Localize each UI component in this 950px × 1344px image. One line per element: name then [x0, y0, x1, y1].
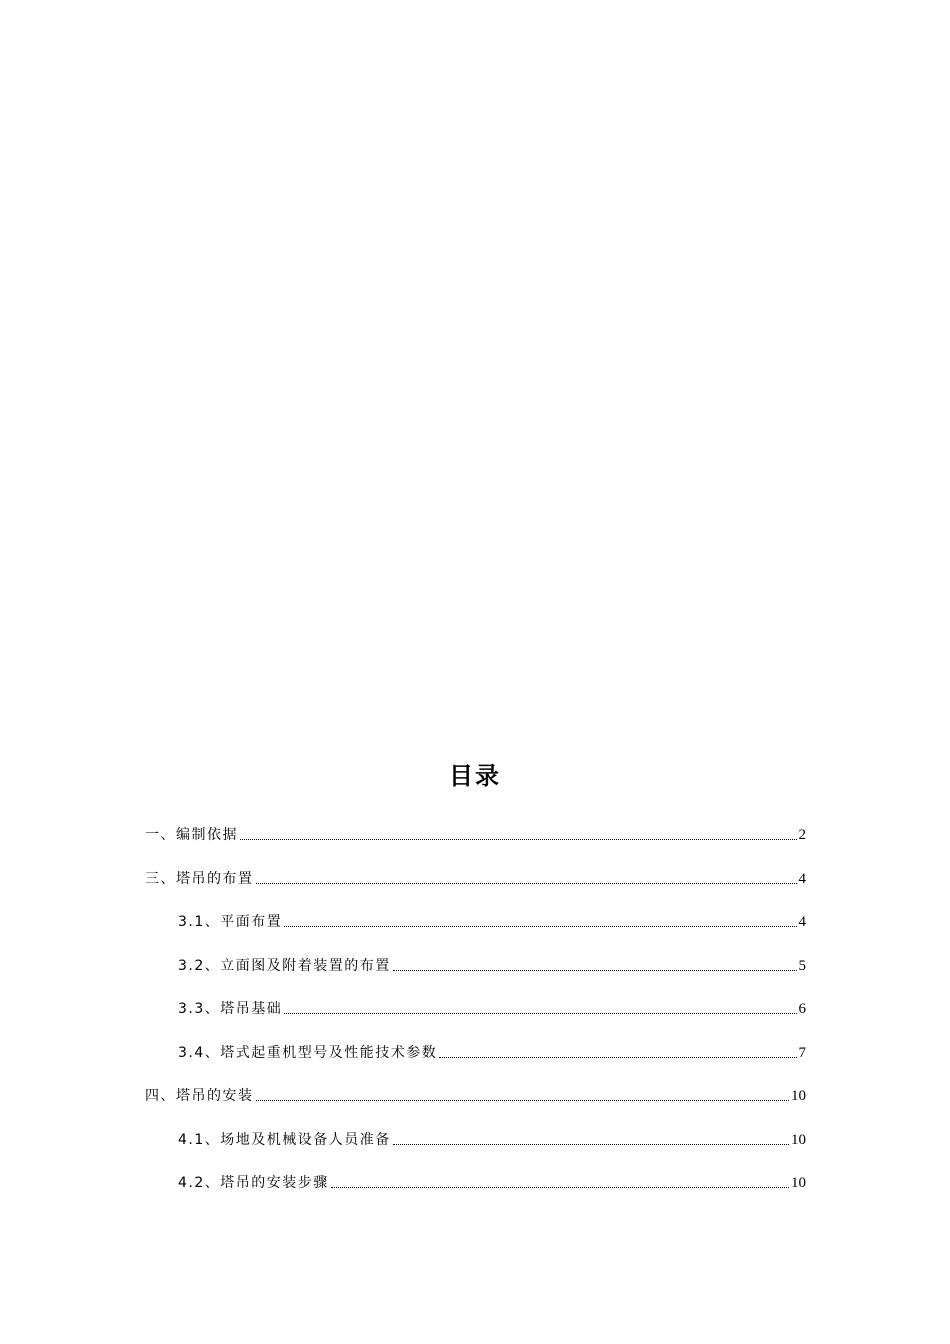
toc-dot-leader: [284, 926, 796, 927]
toc-entry[interactable]: [178, 1169, 806, 1193]
toc-entry-label: 3.3、塔吊基础: [178, 1001, 283, 1017]
toc-entry-label: 一、编制依据: [145, 827, 238, 843]
toc-entry-label: 3.1、平面布置: [178, 914, 283, 930]
toc-title: 目录: [449, 762, 501, 790]
toc-page-number: 10: [791, 1175, 806, 1191]
toc-page-number: 10: [791, 1132, 806, 1148]
toc-dot-leader: [331, 1187, 789, 1188]
toc-dot-leader: [256, 883, 797, 884]
toc-dot-leader: [439, 1057, 796, 1058]
toc-page-number: 5: [798, 958, 806, 974]
toc-page-number: 6: [798, 1001, 806, 1017]
toc-page-number: 10: [791, 1088, 806, 1104]
toc-entry[interactable]: [145, 865, 806, 889]
toc-entry-label: 3.4、塔式起重机型号及性能技术参数: [178, 1045, 438, 1061]
toc-dot-leader: [240, 839, 797, 840]
toc-entry-label: 3.2、立面图及附着装置的布置: [178, 958, 391, 974]
toc-page-number: 4: [798, 914, 806, 930]
toc-dot-leader: [393, 970, 797, 971]
toc-entry-label: 4.1、场地及机械设备人员准备: [178, 1132, 391, 1148]
toc-entry-label: 四、塔吊的安装: [145, 1088, 254, 1104]
toc-entry-label: 4.2、塔吊的安装步骤: [178, 1175, 329, 1191]
toc-entry[interactable]: [145, 1082, 806, 1106]
toc-entry-label: 三、塔吊的布置: [145, 871, 254, 887]
toc-entry[interactable]: [178, 908, 806, 932]
toc-page-number: 2: [798, 827, 806, 843]
toc-entry[interactable]: [178, 1039, 806, 1063]
toc-page-number: 4: [798, 871, 806, 887]
toc-entry[interactable]: [145, 821, 806, 845]
toc-dot-leader: [284, 1013, 796, 1014]
toc-entry[interactable]: [178, 1126, 806, 1150]
toc-page-number: 7: [798, 1045, 806, 1061]
toc-entry[interactable]: [178, 952, 806, 976]
toc-dot-leader: [256, 1100, 790, 1101]
toc-dot-leader: [393, 1144, 789, 1145]
toc-entry[interactable]: [178, 995, 806, 1019]
